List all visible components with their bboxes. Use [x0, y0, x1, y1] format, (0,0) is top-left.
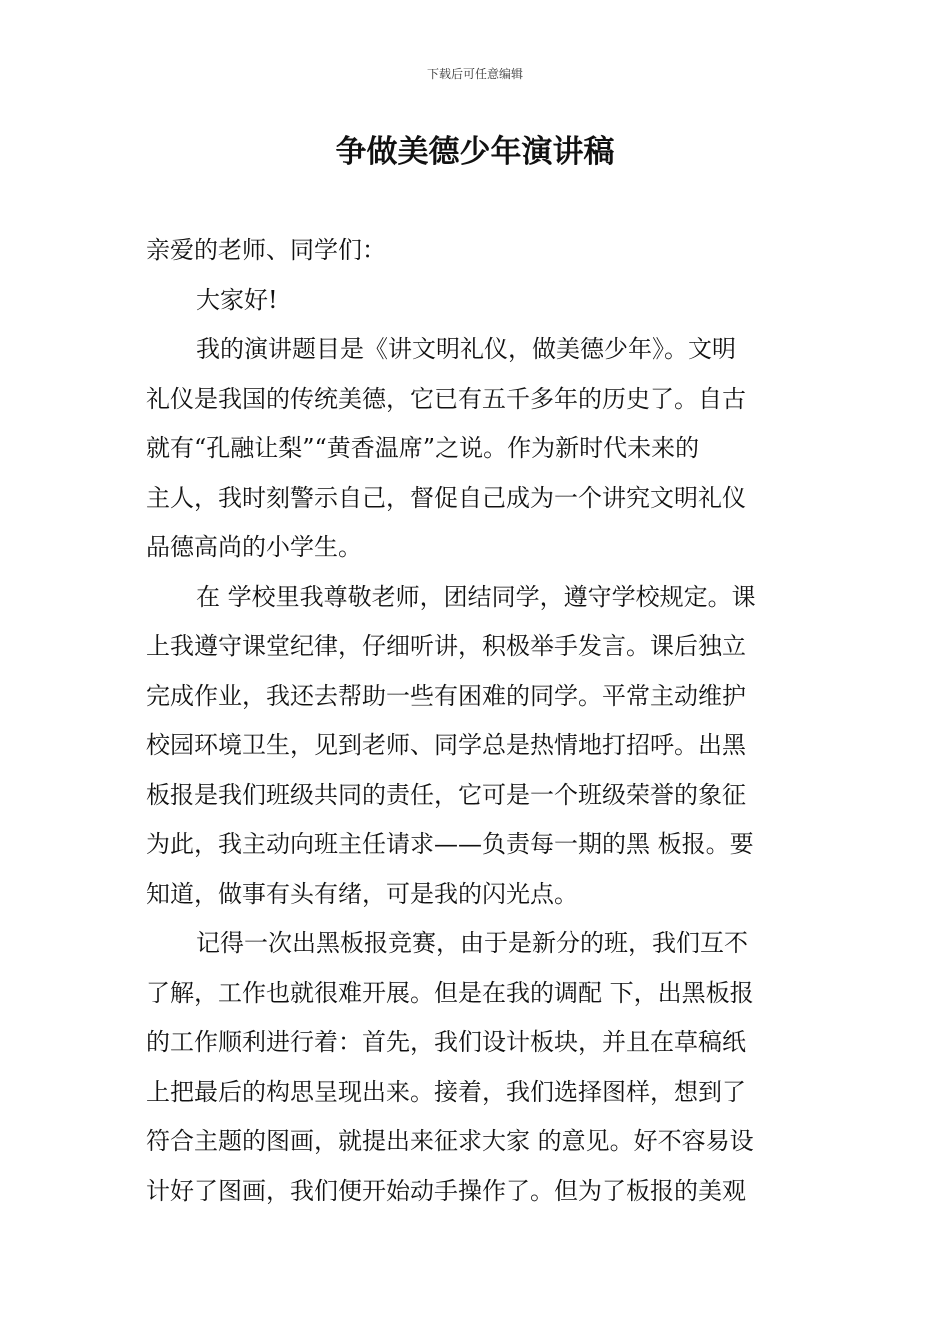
paragraph-line: 礼仪是我国的传统美德，它已有五千多年的历史了。自古	[146, 384, 746, 413]
hello-line: 大家好!	[196, 285, 278, 314]
greeting-line: 亲爱的老师、同学们：	[146, 236, 386, 264]
paragraph-line: 上把最后的构思呈现出来。接着，我们选择图样，想到了	[146, 1077, 746, 1106]
paragraph-line: 板报是我们班级共同的责任，它可是一个班级荣誉的象征	[146, 780, 746, 809]
paragraph-line: 知道，做事有头有绪，可是我的闪光点。	[146, 879, 578, 908]
document-body	[146, 226, 808, 1216]
hello-paragraph	[146, 276, 808, 326]
paragraph-line: 校园环境卫生，见到老师、同学总是热情地打招呼。出黑	[146, 731, 746, 759]
body-paragraph-2	[146, 573, 808, 920]
paragraph-line: 计好了图画，我们便开始动手操作了。但为了板报的美观	[146, 1176, 746, 1205]
page-header-note: 下载后可任意编辑	[426, 67, 523, 81]
paragraph-line: 就有“孔融让梨”“黄香温席”之说。作为新时代未来的	[146, 434, 700, 462]
paragraph-line: 符合主题的图画，就提出来征求大家 的意见。好不容易设	[146, 1127, 754, 1155]
body-paragraph-3	[146, 919, 808, 1216]
paragraph-line: 品德高尚的小学生。	[146, 533, 362, 561]
paragraph-line: 完成作业，我还去帮助一些有困难的同学。平常主动维护	[146, 681, 746, 710]
paragraph-line: 上我遵守课堂纪律，仔细听讲，积极举手发言。课后独立	[146, 632, 746, 660]
paragraph-line: 为此，我主动向班主任请求——负责每一期的黑 板报。要	[146, 830, 754, 858]
paragraph-line: 在 学校里我尊敬老师，团结同学，遵守学校规定。课	[196, 582, 756, 611]
greeting-paragraph	[146, 226, 808, 276]
paragraph-line: 记得一次出黑板报竞赛，由于是新分的班，我们互不	[196, 929, 748, 957]
body-paragraph-1	[146, 325, 808, 573]
document-title: 争做美德少年演讲稿	[335, 134, 615, 170]
paragraph-line: 我的演讲题目是《讲文明礼仪，做美德少年》。文明	[196, 335, 736, 363]
paragraph-line: 了解，工作也就很难开展。但是在我的调配 下，出黑板报	[146, 978, 754, 1007]
paragraph-line: 主人，我时刻警示自己，督促自己成为一个讲究文明礼仪	[146, 483, 746, 512]
paragraph-line: 的工作顺利进行着：首先，我们设计板块，并且在草稿纸	[146, 1028, 746, 1056]
